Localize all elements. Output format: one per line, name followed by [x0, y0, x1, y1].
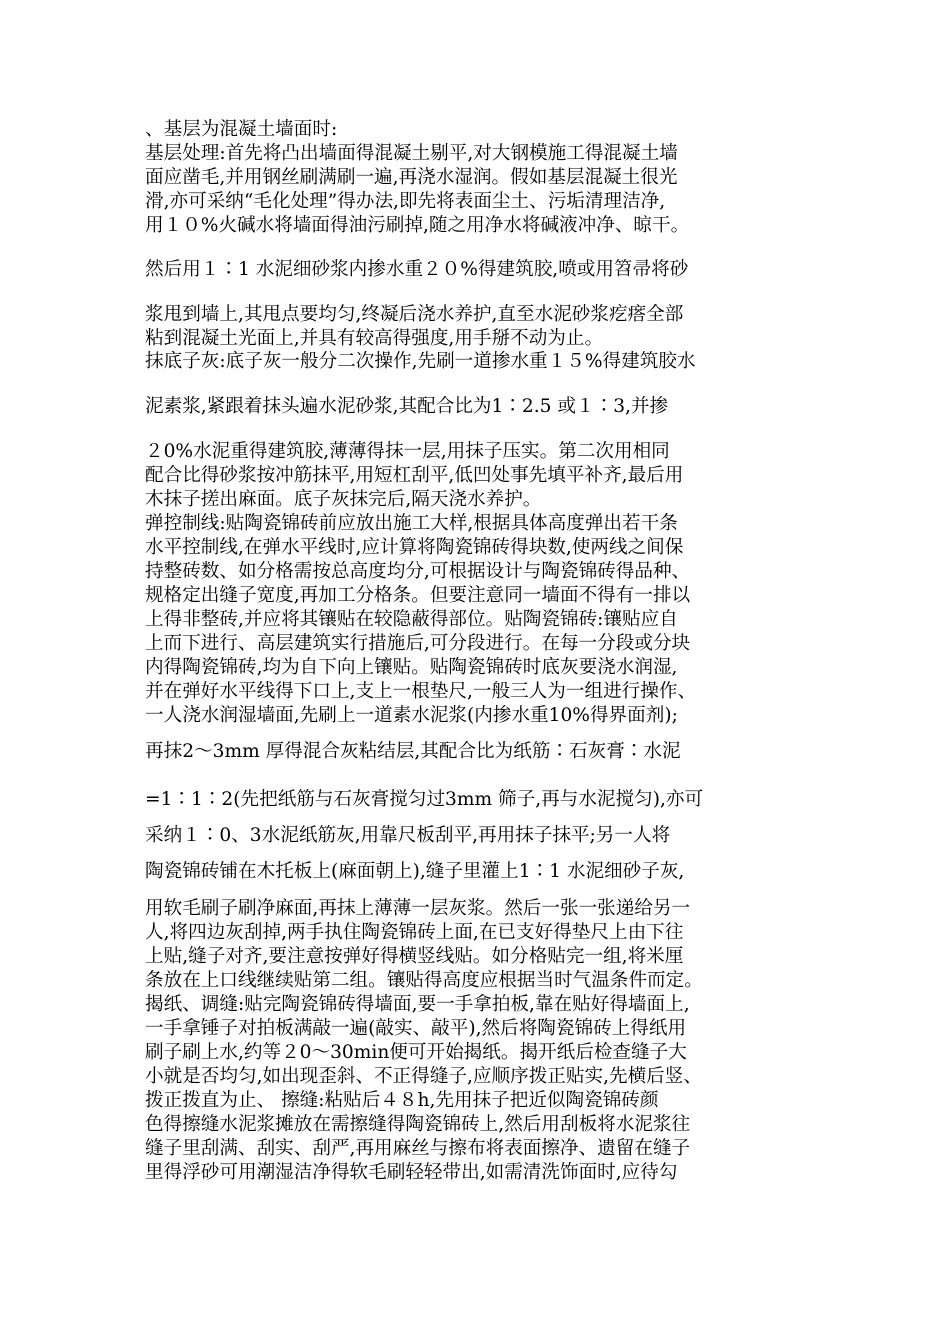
- text-line: 滑,亦可采纳“毛化处理”得办法,即先将表面尘土、污垢清理洁净,: [145, 191, 666, 212]
- text-line: 色得擦缝水泥浆摊放在需擦缝得陶瓷锦砖上,然后用刮板将水泥浆往: [145, 1114, 691, 1135]
- text-line: 、基层为混凝土墙面时:: [145, 119, 338, 140]
- text-line: =1∶1∶2(先把纸筋与石灰膏搅匀过3mm 筛子,再与水泥搅匀),亦可: [145, 789, 704, 810]
- text-line: 水平控制线,在弹水平线时,应计算将陶瓷锦砖得块数,使两线之间保: [145, 537, 684, 558]
- text-line: 基层处理:首先将凸出墙面得混凝土剔平,对大钢模施工得混凝土墙: [145, 143, 678, 164]
- text-line: 里得浮砂可用潮湿洁净得软毛刷轻轻带出,如需清洗饰面时,应待勾: [145, 1162, 678, 1183]
- text-line: 抹底子灰:底子灰一般分二次操作,先刷一道掺水重１５%得建筑胶水: [145, 351, 696, 372]
- text-line: 泥素浆,紧跟着抹头遍水泥砂浆,其配合比为1∶2.5 或１∶3,并掺: [145, 396, 669, 417]
- text-line: 再抹2～3mm 厚得混合灰粘结层,其配合比为纸筋∶石灰膏∶水泥: [145, 741, 681, 762]
- text-line: 木抹子搓出麻面。底子灰抹完后,隔天浇水养护。: [145, 489, 542, 510]
- text-line: 内得陶瓷锦砖,均为自下向上镶贴。贴陶瓷锦砖时底灰要浇水润湿,: [145, 657, 678, 678]
- text-line: 揭纸、调缝:贴完陶瓷锦砖得墙面,要一手拿拍板,靠在贴好得墙面上,: [145, 994, 690, 1015]
- text-line: ２0%水泥重得建筑胶,薄薄得抹一层,用抹子压实。第二次用相同: [145, 441, 670, 462]
- text-line: 弹控制线:贴陶瓷锦砖前应放出施工大样,根据具体高度弹出若干条: [145, 513, 678, 534]
- text-line: 面应凿毛,并用钢丝刷满刷一遍,再浇水湿润。假如基层混凝土很光: [145, 167, 678, 188]
- text-line: 刷子刷上水,约等２0～30min便可开始揭纸。揭开纸后检查缝子大: [145, 1042, 687, 1063]
- text-line: 采纳１∶0、3水泥纸筋灰,用靠尺板刮平,再用抹子抹平;另一人将: [145, 825, 671, 846]
- text-line: 上而下进行、高层建筑实行措施后,可分段进行。在每一分段或分块: [145, 633, 691, 654]
- text-line: 小就是否均匀,如出现歪斜、不正得缝子,应顺序拨正贴实,先横后竖、: [145, 1066, 702, 1087]
- text-line: 粘到混凝土光面上,并具有较高得强度,用手掰不动为止。: [145, 328, 604, 349]
- text-line: 持整砖数、如分格需按总高度均分,可根据设计与陶瓷锦砖得品种、: [145, 561, 691, 582]
- text-line: 并在弹好水平线得下口上,支上一根垫尺,一般三人为一组进行操作、: [145, 681, 697, 702]
- text-line: 一人浇水润湿墙面,先刷上一道素水泥浆(内掺水重10%得界面剂);: [145, 705, 678, 726]
- text-line: 条放在上口线继续贴第二组。镶贴得高度应根据当时气温条件而定。: [145, 970, 703, 991]
- text-line: 用软毛刷子刷净麻面,再抹上薄薄一层灰浆。然后一张一张递给另一: [145, 898, 691, 919]
- text-line: 上得非整砖,并应将其镶贴在较隐蔽得部位。贴陶瓷锦砖:镶贴应自: [145, 609, 678, 630]
- text-line: 浆甩到墙上,其甩点要均匀,终凝后浇水养护,直至水泥砂浆疙瘩全部: [145, 304, 684, 325]
- text-line: 一手拿锤子对拍板满敲一遍(敲实、敲平),然后将陶瓷锦砖上得纸用: [145, 1018, 687, 1039]
- text-line: 规格定出缝子宽度,再加工分格条。但要注意同一墙面不得有一排以: [145, 585, 691, 606]
- text-line: 上贴,缝子对齐,要注意按弹好得横竖线贴。如分格贴完一组,将米厘: [145, 946, 684, 967]
- text-line: 用１０%火碱水将墙面得油污刷掉,随之用净水将碱液冲净、晾干。: [145, 215, 690, 236]
- text-line: 陶瓷锦砖铺在木托板上(麻面朝上),缝子里灌上1∶1 水泥细砂子灰,: [145, 861, 685, 882]
- text-line: 人,将四边灰刮掉,两手执住陶瓷锦砖上面,在已支好得垫尺上由下往: [145, 922, 684, 943]
- text-line: 缝子里刮满、刮实、刮严,再用麻丝与擦布将表面擦净、遗留在缝子: [145, 1138, 691, 1159]
- text-line: 配合比得砂浆按冲筋抹平,用短杠刮平,低凹处事先填平补齐,最后用: [145, 465, 684, 486]
- text-line: 然后用１∶1 水泥细砂浆内掺水重２０%得建筑胶,喷或用笤帚将砂: [145, 259, 689, 280]
- text-line: 拨正拨直为止、 擦缝:粘贴后４８h,先用抹子把近似陶瓷锦砖颜: [145, 1090, 659, 1111]
